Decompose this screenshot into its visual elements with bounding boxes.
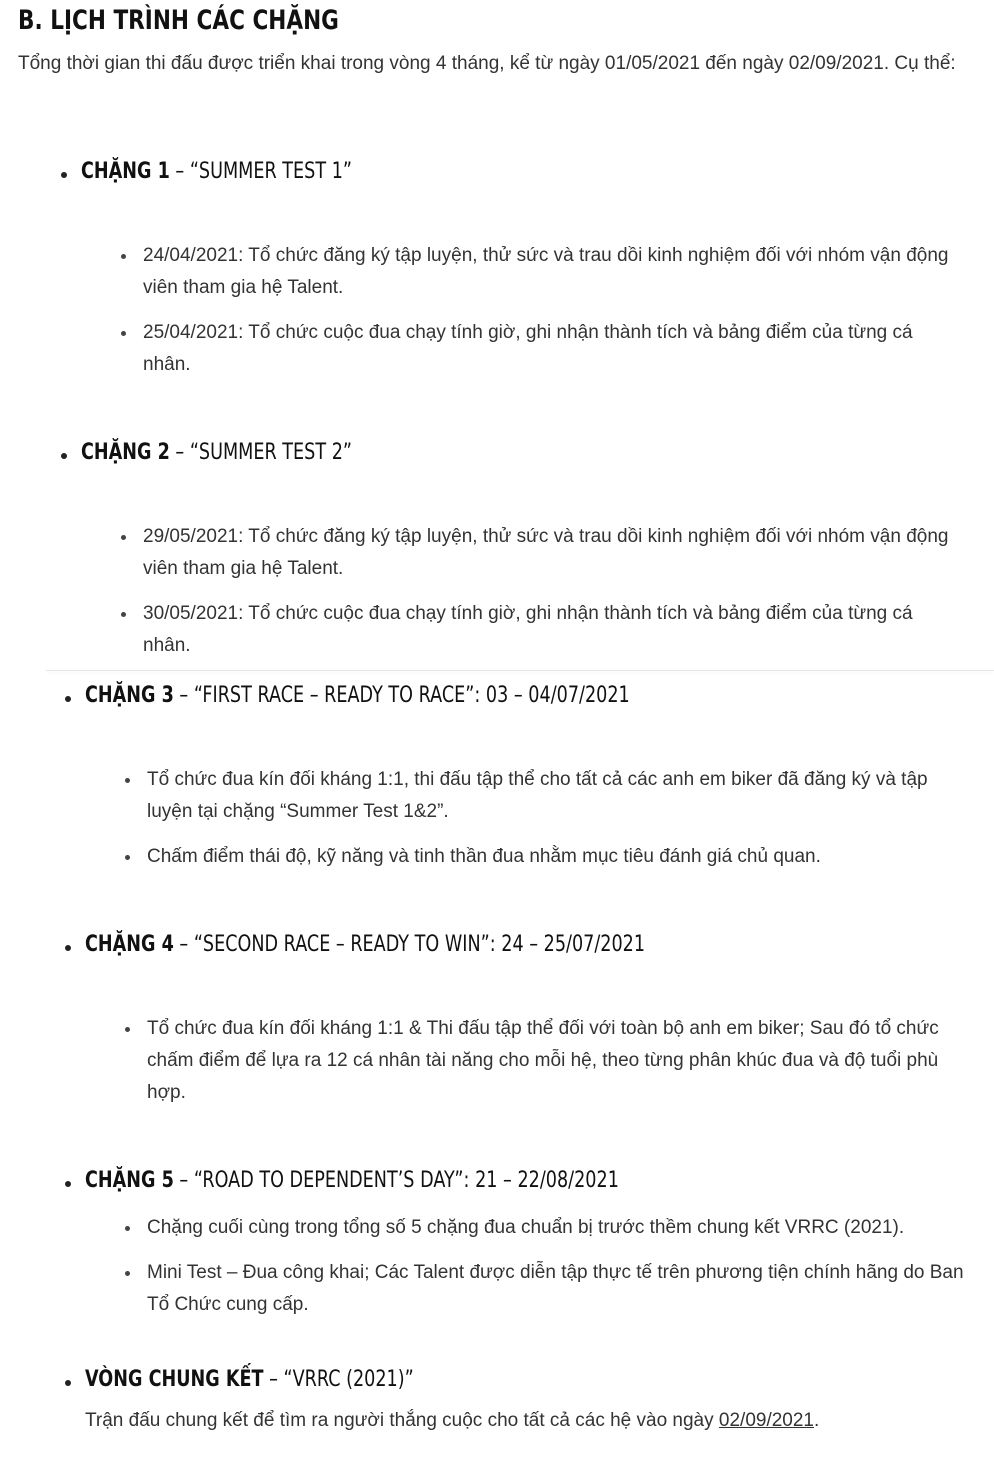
stage-2-details xyxy=(119,521,959,662)
list-item: Tổ chức đua kín đối kháng 1:1 & Thi đấu tập thể đối với toàn bộ anh em biker; Sau đó tổ chức chấm điểm để lựa ra 12 cá nhân tài năng cho mỗi hệ, theo từng phân khúc đua và độ tuổi phù hợp. xyxy=(123,1013,973,1109)
final-bullet xyxy=(65,1380,71,1386)
stage-5-bullet xyxy=(65,1181,71,1187)
list-item: Chặng cuối cùng trong tổng số 5 chặng đua chuẩn bị trước thềm chung kết VRRC (2021). xyxy=(123,1212,973,1244)
final-date-link[interactable]: 02/09/2021 xyxy=(718,1410,814,1431)
list-item: 30/05/2021: Tổ chức cuộc đua chạy tính giờ, ghi nhận thành tích và bảng điểm của từng cá nhân. xyxy=(119,598,959,662)
final-round-title: VÒNG CHUNG KẾT – “VRRC (2021)” xyxy=(85,1367,414,1392)
stage-5-details xyxy=(123,1212,973,1321)
list-item: 29/05/2021: Tổ chức đăng ký tập luyện, thử sức và trau dồi kinh nghiệm đối với nhóm vận động viên tham gia hệ Talent. xyxy=(119,521,959,585)
stage-1-bullet xyxy=(61,172,67,178)
stage-2-title: CHẶNG 2 – “SUMMER TEST 2” xyxy=(81,440,353,465)
list-item: Mini Test – Đua công khai; Các Talent được diễn tập thực tế trên phương tiện chính hãng do Ban Tổ Chức cung cấp. xyxy=(123,1257,973,1321)
stage-4-title: CHẶNG 4 – “SECOND RACE – READY TO WIN”: 24 – 25/07/2021 xyxy=(85,932,646,957)
list-item: Chấm điểm thái độ, kỹ năng và tinh thần đua nhằm mục tiêu đánh giá chủ quan. xyxy=(123,841,973,873)
final-round-description: Trận đấu chung kết để tìm ra người thắng cuộc cho tất cả các hệ vào ngày 02/09/2021. xyxy=(85,1410,820,1431)
stage-4-bullet xyxy=(65,945,71,951)
list-item: 24/04/2021: Tổ chức đăng ký tập luyện, thử sức và trau dồi kinh nghiệm đối với nhóm vận động viên tham gia hệ Talent. xyxy=(119,240,959,304)
stage-1-details xyxy=(119,240,959,381)
list-item: 25/04/2021: Tổ chức cuộc đua chạy tính giờ, ghi nhận thành tích và bảng điểm của từng cá nhân. xyxy=(119,317,959,381)
stage-3-title: CHẶNG 3 – “FIRST RACE – READY TO RACE”: 03 – 04/07/2021 xyxy=(85,683,630,708)
intro-paragraph: Tổng thời gian thi đấu được triển khai trong vòng 4 tháng, kể từ ngày 01/05/2021 đến ngày 02/09/2021. Cụ thể: xyxy=(18,53,956,74)
section-heading: B. LỊCH TRÌNH CÁC CHẶNG xyxy=(18,5,339,36)
stage-1-title: CHẶNG 1 – “SUMMER TEST 1” xyxy=(81,159,353,184)
list-item: Tổ chức đua kín đối kháng 1:1, thi đấu tập thể cho tất cả các anh em biker đã đăng ký và tập luyện tại chặng “Summer Test 1&2”. xyxy=(123,764,973,828)
stage-2-bullet xyxy=(61,453,67,459)
stage-5-title: CHẶNG 5 – “ROAD TO DEPENDENT’S DAY”: 21 – 22/08/2021 xyxy=(85,1168,619,1193)
stage-4-details xyxy=(123,1013,973,1109)
divider xyxy=(46,670,994,671)
stage-3-details xyxy=(123,764,973,873)
stage-3-bullet xyxy=(65,696,71,702)
